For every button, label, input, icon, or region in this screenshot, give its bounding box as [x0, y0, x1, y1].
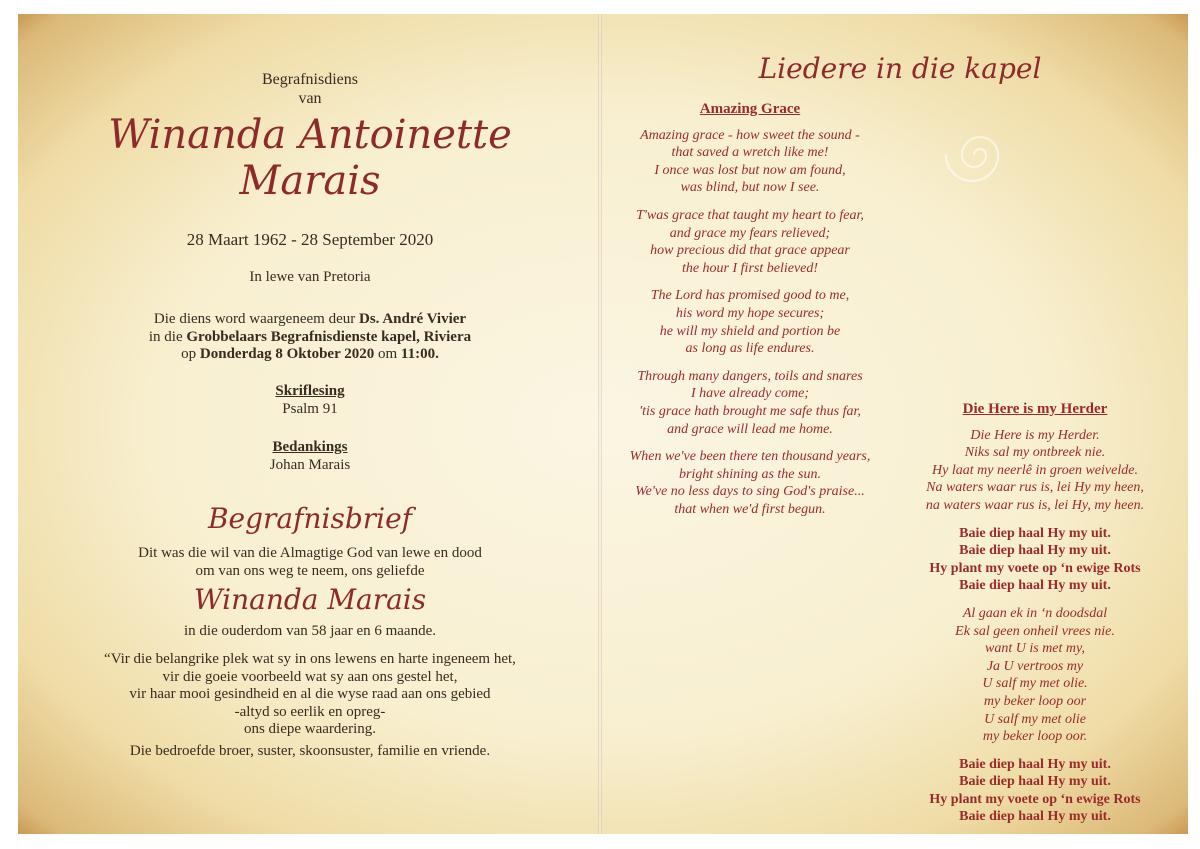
life-dates: 28 Maart 1962 - 28 September 2020 [186, 230, 434, 249]
song-line: 'tis grace hath brought me safe thus far, [639, 403, 861, 419]
song-line: Ja U vertroos my [986, 658, 1084, 674]
song-stanza [600, 287, 900, 357]
song-line: Niks sal my ontbreek nie. [964, 445, 1106, 461]
deceased-name [30, 112, 590, 204]
song-line: Hy plant my voete op ‘n ewige Rots [929, 791, 1141, 807]
residence: In lewe van Pretoria [249, 269, 371, 285]
venue-name: Grobbelaars Begrafnisdienste kapel, Riviera [186, 328, 472, 345]
service-details [30, 311, 590, 364]
song-line: Baie diep haal Hy my uit. [959, 525, 1111, 541]
letter-title: Begrafnisbrief [207, 502, 413, 535]
song-stanza [600, 448, 900, 518]
song-line: Baie diep haal Hy my uit. [959, 756, 1111, 772]
quote-line: ons diepe waardering. [243, 721, 377, 738]
date-label: op [181, 346, 200, 363]
officiant-name: Ds. André Vivier [358, 311, 467, 327]
song-line: Hy laat my neerlê in groen weivelde. [932, 462, 1138, 478]
song-line: Baie diep haal Hy my uit. [959, 809, 1111, 825]
song-line: Through many dangers, toils and snares [637, 368, 863, 384]
song-line: that when we'd first begun. [674, 501, 826, 517]
song-line: my beker loop oor [983, 693, 1087, 709]
heading-begrafnisdiens: Begrafnisdiens [262, 71, 358, 88]
quote-line: “Vir die belangrike plek wat sy in ons lewens en harte ingeneem het, [104, 651, 516, 667]
decorative-swirl [935, 115, 1025, 195]
letter-name: Winanda Marais [193, 583, 427, 616]
song-line: Die Here is my Herder. [970, 427, 1100, 443]
song-line: T'was grace that taught my heart to fear, [636, 207, 864, 223]
song-line: was blind, but now I see. [680, 180, 820, 196]
song-stanza [600, 368, 900, 438]
song-title: Die Here is my Herder [962, 401, 1108, 417]
song-stanza [600, 207, 900, 277]
service-heading [30, 70, 590, 108]
song-stanza [890, 427, 1180, 515]
song-line: as long as life endures. [685, 341, 815, 357]
song-line: Al gaan ek in ‘n doodsdal [962, 605, 1108, 621]
song-line: I once was lost but now am found, [654, 162, 846, 178]
song-line: U salf my met olie. [982, 676, 1088, 692]
quote-line: -altyd so eerlik en opreg- [234, 703, 386, 720]
service-date: Donderdag 8 Oktober 2020 [199, 346, 375, 363]
scripture-value: Psalm 91 [282, 400, 338, 417]
letter-line2: om van ons weg te neem, ons geliefde [195, 562, 425, 579]
song-line: bright shining as the sun. [679, 466, 821, 482]
letter-line1: Dit was die wil van die Almagtige God van lewe en dood [138, 545, 482, 561]
song-line: We've no less days to sing God's praise... [635, 484, 865, 500]
scripture-title: Skriflesing [275, 383, 345, 399]
song-line: Ek sal geen onheil vrees nie. [955, 623, 1115, 639]
song-line: The Lord has promised good to me, [650, 288, 850, 304]
song-line: Na waters waar rus is, lei Hy my heen, [926, 480, 1144, 496]
time-label: om [374, 346, 401, 363]
song-line: and grace will lead me home. [667, 421, 833, 437]
venue-label: in die [148, 328, 187, 345]
deceased-name-line1: Winanda Antoinette [108, 112, 512, 158]
thanks-value: Johan Marais [269, 456, 351, 473]
tribute-quote [30, 651, 590, 739]
song-line: I have already come; [690, 386, 810, 402]
song-line: When we've been there ten thousand years, [629, 449, 871, 465]
song-line: that saved a wretch like me! [671, 145, 829, 161]
song-line: Baie diep haal Hy my uit. [959, 774, 1111, 790]
song-line: Hy plant my voete op ‘n ewige Rots [929, 560, 1141, 576]
deceased-name-line2: Marais [239, 158, 381, 204]
song-line: the hour I first believed! [681, 260, 819, 276]
song-line: and grace my fears relieved; [669, 225, 831, 241]
quote-line: vir die goeie voorbeeld wat sy aan ons gestel het, [162, 668, 458, 685]
officiant-label: Die diens word waargeneem deur [153, 311, 359, 327]
signoff: Die bedroefde broer, suster, skoonsuster, familie en vriende. [129, 743, 491, 759]
song-line: Baie diep haal Hy my uit. [959, 578, 1111, 594]
acknowledgements [30, 439, 590, 474]
song-line: Amazing grace - how sweet the sound - [640, 127, 860, 143]
song-chorus [890, 525, 1180, 595]
song-stanza [890, 605, 1180, 746]
song-line: na waters waar rus is, lei Hy, my heen. [925, 497, 1145, 513]
quote-line: vir haar mooi gesindheid en al die wyse raad aan ons gebied [129, 686, 491, 703]
scripture-reading [30, 383, 590, 418]
song-amazing-grace [600, 101, 900, 518]
song-title: Amazing Grace [699, 101, 801, 117]
letter-intro [30, 545, 590, 580]
service-time: 11:00. [400, 346, 439, 363]
song-line: he will my shield and portion be [659, 323, 841, 339]
song-line: my beker loop oor. [982, 729, 1088, 745]
songs-header: Liedere in die kapel [758, 52, 1042, 85]
song-chorus [890, 756, 1180, 826]
heading-van: van [298, 90, 322, 107]
song-stanza [600, 127, 900, 197]
song-die-here-is-my-herder [890, 401, 1180, 826]
song-line: U salf my met olie [984, 711, 1086, 727]
song-line: how precious did that grace appear [650, 243, 850, 259]
letter-age: in die ouderdom van 58 jaar en 6 maande. [184, 623, 436, 639]
song-line: his word my hope secures; [675, 305, 825, 321]
song-line: want U is met my, [985, 641, 1085, 657]
song-line: Baie diep haal Hy my uit. [959, 543, 1111, 559]
thanks-title: Bedankings [272, 439, 348, 455]
